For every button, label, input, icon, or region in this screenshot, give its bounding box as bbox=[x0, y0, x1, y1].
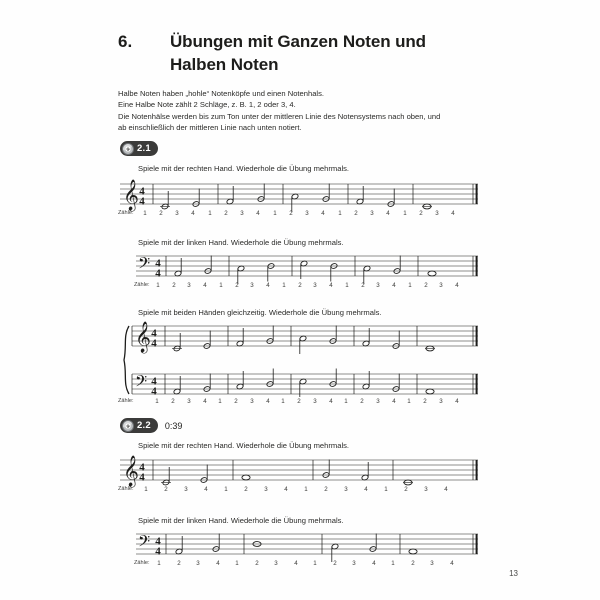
count-beat: 4 bbox=[372, 560, 376, 567]
count-beat: 3 bbox=[187, 282, 191, 289]
count-beat: 3 bbox=[184, 486, 188, 493]
count-beat: 2 bbox=[177, 560, 181, 567]
count-beat: 1 bbox=[304, 486, 308, 493]
staff-treble-2 bbox=[120, 455, 480, 488]
staff-bass-2 bbox=[136, 532, 480, 562]
count-beat: 4 bbox=[455, 282, 459, 289]
count-row-4 bbox=[118, 486, 480, 495]
count-label: Zähle: bbox=[134, 560, 150, 566]
staff-bass-1 bbox=[136, 254, 480, 284]
count-beat: 1 bbox=[143, 210, 147, 217]
count-beat: 3 bbox=[175, 210, 179, 217]
svg-text:4: 4 bbox=[139, 471, 145, 484]
count-beat: 3 bbox=[196, 560, 200, 567]
count-row-5 bbox=[134, 560, 482, 569]
count-beat: 3 bbox=[344, 486, 348, 493]
count-beat: 3 bbox=[313, 282, 317, 289]
staff-grand-1 bbox=[120, 321, 480, 398]
count-beat: 4 bbox=[256, 210, 260, 217]
treble-clef-icon: 𝄞 bbox=[135, 321, 151, 353]
svg-text:4: 4 bbox=[151, 385, 157, 398]
count-beat: 3 bbox=[250, 282, 254, 289]
time-signature-numerator: 4 bbox=[139, 185, 145, 198]
count-beat: 2 bbox=[419, 210, 423, 217]
count-beat: 2 bbox=[255, 560, 259, 567]
count-beat: 3 bbox=[430, 560, 434, 567]
music-system-4 bbox=[120, 455, 480, 488]
count-row-3 bbox=[118, 398, 480, 407]
count-beat: 3 bbox=[439, 282, 443, 289]
count-beat: 3 bbox=[250, 398, 254, 405]
count-beat: 4 bbox=[386, 210, 390, 217]
count-beat: 2 bbox=[360, 398, 364, 405]
chapter-title-line-1: Übungen mit Ganzen Noten und bbox=[170, 32, 426, 51]
count-row-1 bbox=[118, 210, 480, 219]
count-beat: 3 bbox=[376, 398, 380, 405]
time-signature-denominator: 4 bbox=[139, 195, 145, 208]
staff-treble-1 bbox=[120, 179, 480, 212]
count-beat: 1 bbox=[219, 282, 223, 289]
count-beat: 4 bbox=[284, 486, 288, 493]
count-label: Zähle: bbox=[118, 398, 134, 404]
svg-text:4: 4 bbox=[151, 337, 157, 350]
whole-note bbox=[426, 389, 434, 394]
count-beat: 2 bbox=[235, 282, 239, 289]
svg-text:4: 4 bbox=[139, 461, 145, 474]
chapter-number: 6. bbox=[118, 32, 133, 51]
bass-clef-icon: 𝄢 bbox=[138, 532, 151, 555]
count-beat: 1 bbox=[391, 560, 395, 567]
count-beat: 4 bbox=[216, 560, 220, 567]
count-beat: 1 bbox=[235, 560, 239, 567]
count-beat: 1 bbox=[281, 398, 285, 405]
count-beat: 4 bbox=[392, 282, 396, 289]
count-beat: 1 bbox=[313, 560, 317, 567]
music-system-5 bbox=[136, 532, 480, 562]
count-beat: 2 bbox=[423, 398, 427, 405]
count-beat: 2 bbox=[171, 398, 175, 405]
instruction-left-hand-2: Spiele mit der linken Hand. Wiederhole die Übung mehrmals. bbox=[138, 516, 344, 525]
count-beat: 2 bbox=[297, 398, 301, 405]
count-beat: 4 bbox=[321, 210, 325, 217]
count-beat: 3 bbox=[370, 210, 374, 217]
track-badge-2-2[interactable] bbox=[120, 418, 158, 433]
count-beat: 1 bbox=[208, 210, 212, 217]
count-beat: 1 bbox=[224, 486, 228, 493]
count-beat: 4 bbox=[450, 560, 454, 567]
count-label: Zähle: bbox=[118, 486, 134, 492]
count-beat: 1 bbox=[155, 398, 159, 405]
track-badge-row-2-2 bbox=[120, 418, 182, 433]
count-beat: 1 bbox=[144, 486, 148, 493]
count-beat: 2 bbox=[404, 486, 408, 493]
bass-clef-icon: 𝄢 bbox=[138, 254, 151, 277]
count-beat: 1 bbox=[282, 282, 286, 289]
page-title bbox=[118, 30, 518, 76]
count-beat: 4 bbox=[204, 486, 208, 493]
instruction-right-hand-1: Spiele mit der rechten Hand. Wiederhole die Übung mehrmals. bbox=[138, 164, 350, 173]
instruction-both-hands: Spiele mit beiden Händen gleichzeitig. Wiederhole die Übung mehrmals. bbox=[138, 308, 382, 317]
music-system-3-grand-staff bbox=[120, 321, 480, 398]
count-beat: 3 bbox=[439, 398, 443, 405]
count-beat: 4 bbox=[392, 398, 396, 405]
count-beat: 4 bbox=[266, 398, 270, 405]
count-beat: 2 bbox=[159, 210, 163, 217]
count-beat: 3 bbox=[435, 210, 439, 217]
count-beat: 2 bbox=[289, 210, 293, 217]
svg-text:4: 4 bbox=[155, 535, 161, 548]
intro-line-4: ab einschließlich der mittleren Linie nach unten notiert. bbox=[118, 123, 302, 133]
count-beat: 2 bbox=[424, 282, 428, 289]
count-beat: 1 bbox=[408, 282, 412, 289]
count-beat: 4 bbox=[203, 398, 207, 405]
count-beat: 4 bbox=[329, 398, 333, 405]
count-beat: 1 bbox=[384, 486, 388, 493]
count-beat: 2 bbox=[172, 282, 176, 289]
count-beat: 1 bbox=[156, 282, 160, 289]
cd-icon bbox=[122, 143, 134, 155]
count-beat: 4 bbox=[451, 210, 455, 217]
count-beat: 2 bbox=[333, 560, 337, 567]
count-beat: 3 bbox=[376, 282, 380, 289]
count-beat: 4 bbox=[294, 560, 298, 567]
count-row-2 bbox=[134, 282, 482, 291]
treble-clef-icon: 𝄞 bbox=[123, 455, 139, 487]
count-beat: 2 bbox=[244, 486, 248, 493]
intro-line-3: Die Notenhälse werden bis zum Ton unter der mittleren Linie des Notensystems nach oben, und bbox=[118, 111, 441, 121]
cd-icon bbox=[122, 420, 134, 432]
count-beat: 1 bbox=[273, 210, 277, 217]
count-label: Zähle: bbox=[118, 210, 134, 216]
count-beat: 4 bbox=[444, 486, 448, 493]
count-beat: 1 bbox=[403, 210, 407, 217]
whole-note bbox=[242, 475, 250, 480]
whole-note bbox=[428, 271, 436, 276]
count-beat: 3 bbox=[240, 210, 244, 217]
count-beat: 1 bbox=[407, 398, 411, 405]
treble-clef-icon: 𝄞 bbox=[123, 179, 139, 211]
count-beat: 3 bbox=[313, 398, 317, 405]
count-beat: 2 bbox=[224, 210, 228, 217]
brace-icon bbox=[124, 326, 129, 394]
count-beat: 3 bbox=[187, 398, 191, 405]
music-system-2 bbox=[136, 254, 480, 284]
chapter-title-line-2: Halben Noten bbox=[170, 55, 279, 74]
count-beat: 1 bbox=[218, 398, 222, 405]
count-beat: 4 bbox=[266, 282, 270, 289]
music-system-1 bbox=[120, 179, 480, 212]
count-beat: 2 bbox=[361, 282, 365, 289]
count-beat: 2 bbox=[411, 560, 415, 567]
count-beat: 4 bbox=[329, 282, 333, 289]
count-beat: 4 bbox=[191, 210, 195, 217]
intro-paragraph bbox=[118, 88, 518, 134]
count-beat: 4 bbox=[364, 486, 368, 493]
time-signature-denominator: 4 bbox=[155, 267, 161, 280]
count-beat: 2 bbox=[324, 486, 328, 493]
bass-clef-icon: 𝄢 bbox=[135, 372, 148, 395]
count-beat: 1 bbox=[345, 282, 349, 289]
instruction-left-hand-1: Spiele mit der linken Hand. Wiederhole die Übung mehrmals. bbox=[138, 238, 344, 247]
count-beat: 2 bbox=[354, 210, 358, 217]
count-beat: 4 bbox=[455, 398, 459, 405]
count-beat: 2 bbox=[234, 398, 238, 405]
track-number-label: 2.1 bbox=[137, 143, 151, 154]
count-label: Zähle: bbox=[134, 282, 150, 288]
count-beat: 3 bbox=[305, 210, 309, 217]
count-beat: 2 bbox=[164, 486, 168, 493]
count-beat: 1 bbox=[338, 210, 342, 217]
whole-note bbox=[409, 549, 417, 554]
svg-text:4: 4 bbox=[151, 327, 157, 340]
track-badge-row-2-1 bbox=[120, 141, 158, 156]
count-beat: 3 bbox=[274, 560, 278, 567]
count-beat: 1 bbox=[157, 560, 161, 567]
count-beat: 1 bbox=[344, 398, 348, 405]
instruction-right-hand-2: Spiele mit der rechten Hand. Wiederhole die Übung mehrmals. bbox=[138, 441, 350, 450]
count-beat: 3 bbox=[424, 486, 428, 493]
intro-line-1: Halbe Noten haben „hohle“ Notenköpfe und einen Notenhals. bbox=[118, 89, 325, 98]
track-number-label: 2.2 bbox=[137, 420, 151, 431]
intro-line-2: Eine Halbe Note zählt 2 Schläge, z. B. 1, 2 oder 3, 4. bbox=[118, 100, 296, 110]
count-beat: 3 bbox=[352, 560, 356, 567]
time-signature-numerator: 4 bbox=[155, 257, 161, 270]
track-duration: 0:39 bbox=[164, 420, 183, 431]
track-badge-2-1[interactable] bbox=[120, 141, 158, 156]
count-beat: 2 bbox=[298, 282, 302, 289]
page-number: 13 bbox=[509, 569, 518, 578]
count-beat: 4 bbox=[203, 282, 207, 289]
count-beat: 3 bbox=[264, 486, 268, 493]
svg-text:4: 4 bbox=[155, 545, 161, 558]
svg-text:4: 4 bbox=[151, 375, 157, 388]
